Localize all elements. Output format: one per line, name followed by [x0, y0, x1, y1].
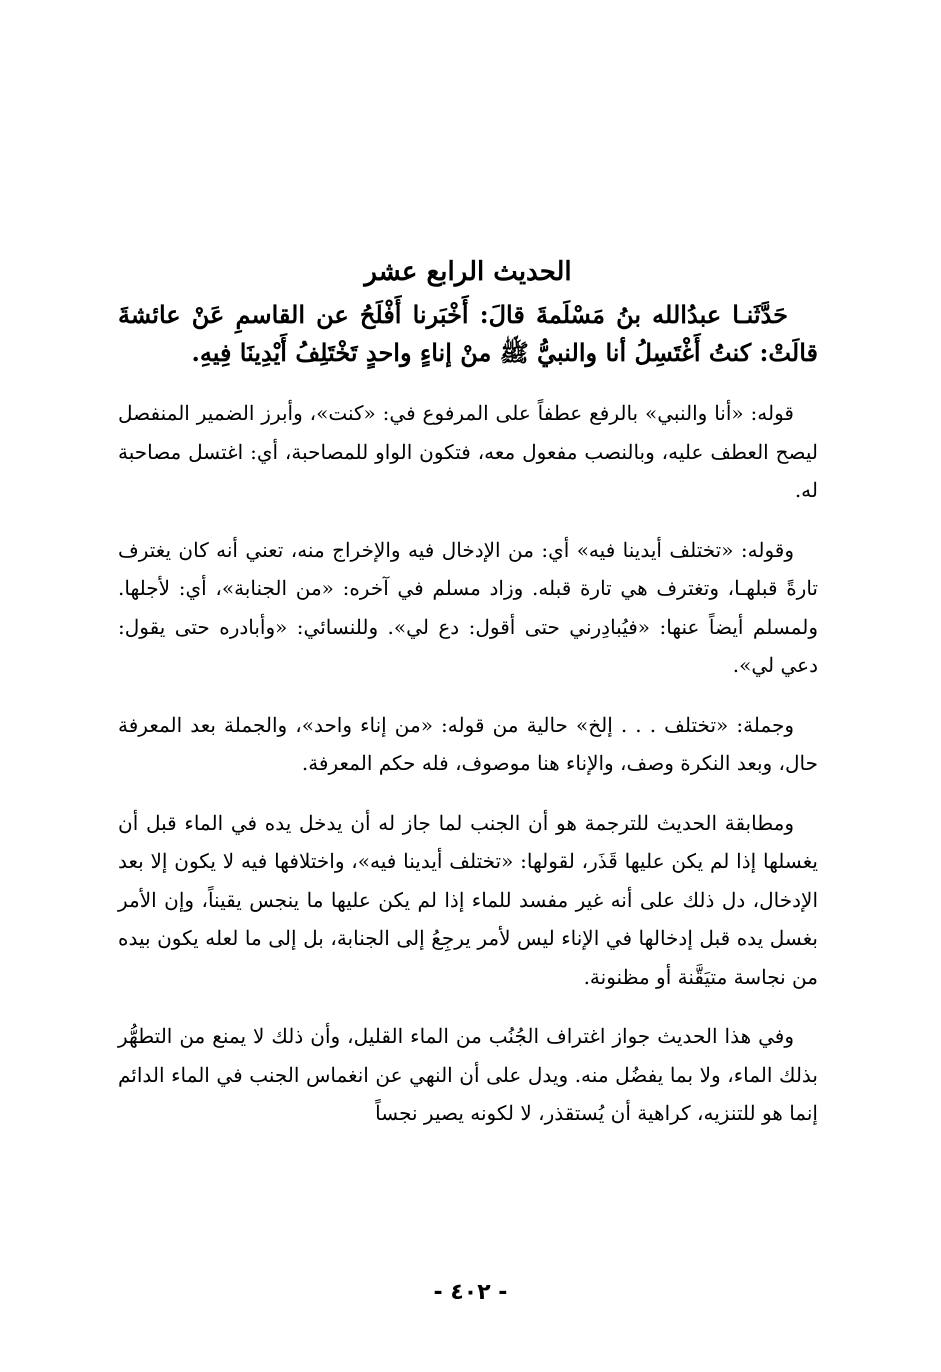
paragraph-3: وجملة: «تختلف . . . إلخ» حالية من قوله: «من إناء واحد»، والجملة بعد المعرفة حال، وبعد النكرة وصف، والإناء هنا موصوف، فله حكم المعرفة.	[118, 712, 818, 775]
paragraph-1: قوله: «أنا والنبي» بالرفع عطفاً على المرفوع في: «كنت»، وأبرز الضمير المنفصل ليصح العطف عليه، وبالنصب مفعول معه، فتكون الواو للمصاحبة، أي: اغتسل مصاحبة له.	[118, 401, 818, 502]
page-body	[118, 250, 818, 1154]
paragraph-2: وقوله: «تختلف أيدينا فيه» أي: من الإدخال فيه والإخراج منه، تعني أنه كان يغترف تارةً قبلهـا، وتغترف هي تارة قبله. وزاد مسلم في آخره: «من الجنابة»، أي: لأجلها. ولمسلم أيضاً عنها: «فيُبادِرني حتى أقول: دع لي». وللنسائي: «وأبادره حتى يقول: دعي لي».	[118, 537, 818, 677]
hadith-text: حَدَّثَنـا عبدُالله بنُ مَسْلَمةَ قالَ: أَخْبَرنا أَفْلَحُ عن القاسمِ عَنْ عائشةَ قالَتْ: كنتُ أَغْتَسِلُ أنا والنبيُّ ﷺ منْ إناءٍ واحدٍ تَخْتَلِفُ أَيْدِينَا فِيهِ.	[118, 300, 818, 367]
paragraph-4: ومطابقة الحديث للترجمة هو أن الجنب لما جاز له أن يدخل يده في الماء قبل أن يغسلها إذا لم يكن عليها قَذَر، لقولها: «تختلف أيدينا فيه»، واختلافها فيه لا يكون إلا بعد الإدخال، دل ذلك على أنه غير مفسد للماء إذا لم يكن عليها ما ينجس يقيناً، وإن الأمر بغسل يده قبل إدخالها في الإناء ليس لأمر يرجِعُ إلى الجنابة، بل إلى ما لعله يكون بيده من نجاسة متيَقَّنة أو مظنونة.	[118, 810, 818, 989]
paragraph-5: وفي هذا الحديث جواز اغتراف الجُنُب من الماء القليل، وأن ذلك لا يمنع من التطهُّر بذلك الماء، ولا بما يفضُل منه. ويدل على أن النهي عن انغماس الجنب في الماء الدائم إنما هو للتنزيه، كراهية أن يُستقذر، لا لكونه يصير نجساً	[118, 1024, 818, 1125]
section-title: الحديث الرابع عشر	[364, 257, 572, 287]
page-number: - ٤٠٢ -	[433, 1280, 508, 1305]
